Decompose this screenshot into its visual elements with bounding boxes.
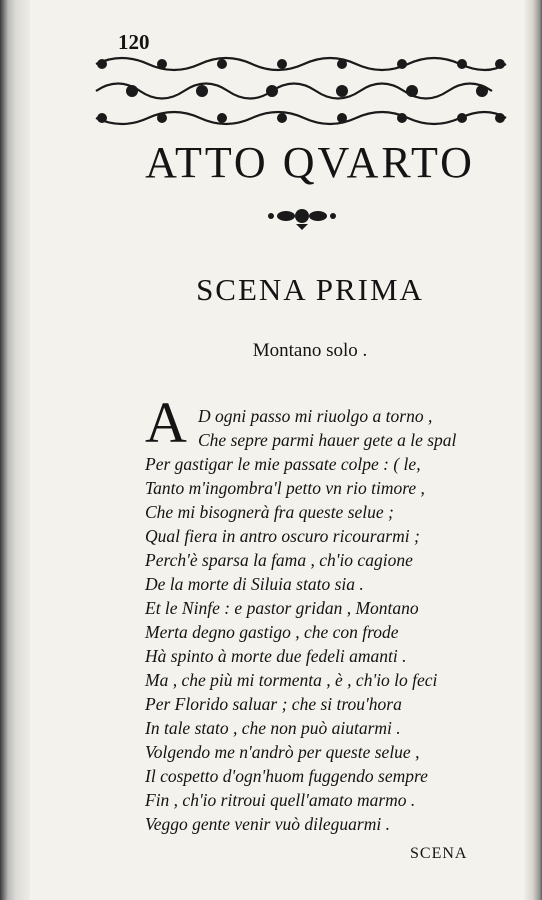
verse-line: Per gastigar le mie passate colpe : ( le, bbox=[145, 454, 421, 474]
verse-line: De la morte di Siluia stato sia . bbox=[145, 574, 364, 594]
book-binding-left bbox=[0, 0, 30, 900]
act-title: ATTO QVARTO bbox=[145, 138, 475, 187]
verse-line: Fin , ch'io ritroui quell'amato marmo . bbox=[145, 790, 416, 810]
verse-line: Merta degno gastigo , che con frode bbox=[145, 622, 399, 642]
headpiece-ornament bbox=[92, 50, 510, 132]
verse-line: Ma , che più mi tormenta , è , ch'io lo feci bbox=[145, 670, 438, 690]
speaker-heading: Montano solo . bbox=[252, 340, 368, 361]
verse-line: Che sepre parmi hauer gete a le spal bbox=[198, 430, 457, 450]
verse-line: Hà spinto à morte due fedeli amanti . bbox=[145, 646, 407, 666]
drop-cap: A bbox=[145, 390, 187, 455]
verse-line: Volgendo me n'andrò per queste selue , bbox=[145, 742, 420, 762]
verse-line: Perch'è sparsa la fama , ch'io cagione bbox=[145, 550, 413, 570]
verse-line: Che mi bisognerà fra queste selue ; bbox=[145, 502, 394, 522]
page-number: 120 bbox=[118, 30, 150, 54]
verse-line: Il cospetto d'ogn'huom fuggendo sempre bbox=[145, 766, 428, 786]
scene-title: SCENA PRIMA bbox=[196, 272, 424, 307]
verse-line: In tale stato , che non può aiutarmi . bbox=[145, 718, 401, 738]
verse-line: Per Florido saluar ; che si trou'hora bbox=[145, 694, 402, 714]
verse-line: Tanto m'ingombra'l petto vn rio timore , bbox=[145, 478, 425, 498]
verse-line: Et le Ninfe : e pastor gridan , Montano bbox=[145, 598, 419, 618]
verse-line: Qual fiera in antro oscuro ricourarmi ; bbox=[145, 526, 420, 546]
catchword: SCENA bbox=[410, 845, 468, 862]
flower-ornament bbox=[266, 204, 338, 230]
verse-line: D ogni passo mi riuolgo a torno , bbox=[198, 406, 433, 426]
verse-line: Veggo gente venir vuò dileguarmi . bbox=[145, 814, 390, 834]
